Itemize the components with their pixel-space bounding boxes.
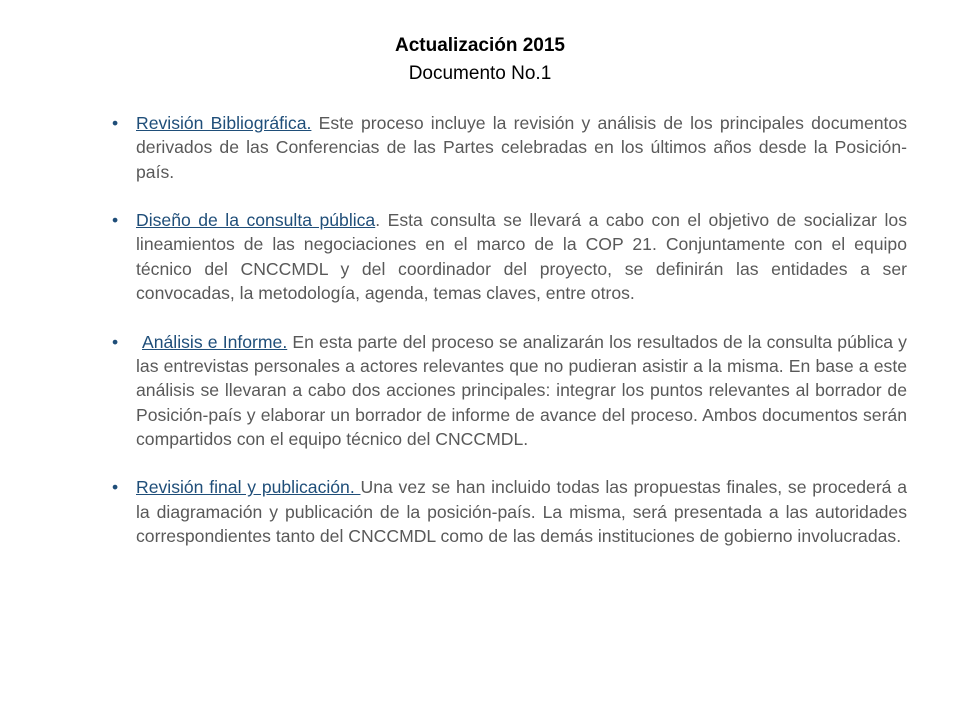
item-text: Una vez se han incluido todas las propuestas finales, se procederá a la diagramación y publicación de la posición-país. La misma, será presentada a las autoridades correspondientes tanto del CNCCMDL como de las demás instituciones de gobierno involucradas. <box>136 477 908 547</box>
bullet-icon: • <box>112 113 119 133</box>
bullet-icon: • <box>112 210 119 231</box>
list-item <box>112 475 907 548</box>
list-item <box>112 330 907 451</box>
list-item <box>112 111 907 184</box>
page-title: Actualización 2015 <box>394 35 566 56</box>
bullet-list <box>112 111 907 548</box>
page-subtitle: Documento No.1 <box>408 63 552 84</box>
item-text: En esta parte del proceso se analizarán los resultados de la consulta pública y las entrevistas personales a actores relevantes que no pudieran asistir a la misma. En base a este análisis se llevaran a cabo dos acciones principales: integrar los puntos relevantes al borrador de Posición-país y elaborar un borrador de informe de avance del proceso. Ambos documentos serán compartidos con el equipo técnico del CNCCMDL. <box>136 331 907 449</box>
item-link-analisis-informe[interactable]: Análisis e Informe. <box>142 331 288 352</box>
item-text: . Esta consulta se llevará a cabo con el objetivo de socializar los lineamientos de las negociaciones en el marco de la COP 21. Conjuntamente con el equipo técnico del CNCCMDL y del coordinador del proyecto, se definirán las entidades a ser convocadas, la metodología, agenda, temas claves, entre otros. <box>136 210 907 304</box>
title-block <box>0 32 960 88</box>
item-text: Este proceso incluye la revisión y análisis de los principales documentos derivados de las Conferencias de las Partes celebradas en los últimos años desde la Posición-país. <box>136 113 907 182</box>
bullet-icon: • <box>112 331 119 352</box>
item-link-diseno-consulta[interactable]: Diseño de la consulta pública <box>136 210 376 231</box>
list-item <box>112 208 907 305</box>
bullet-icon: • <box>112 477 119 498</box>
item-link-revision-bibliografica[interactable]: Revisión Bibliográfica. <box>136 113 312 133</box>
item-link-revision-final[interactable]: Revisión final y publicación. <box>136 477 361 498</box>
